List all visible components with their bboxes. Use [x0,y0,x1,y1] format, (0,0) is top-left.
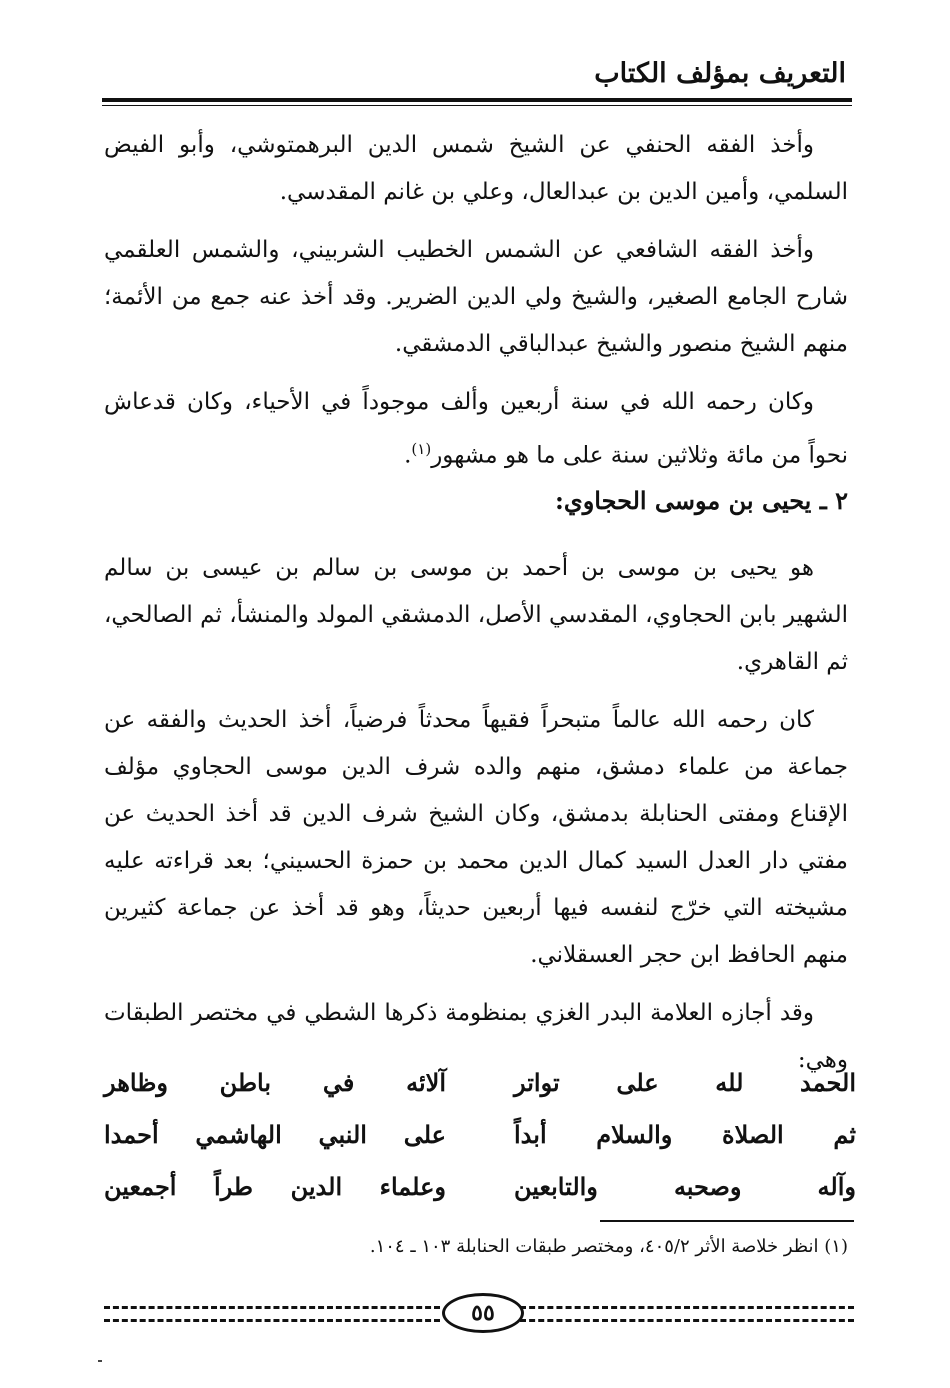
poem-first-hemistich: ثم الصلاة والسلام أبداً [514,1119,856,1149]
paragraph [104,379,848,480]
section-text [104,545,848,1095]
paragraph: هو يحيى بن موسى بن أحمد بن موسى بن سالم بن عيسى بن سالم الشهير بابن الحجاوي، المقدسي الأصل، الدمشقي المولد والمنشأ، ثم الصالحي، ثم القاهري. [104,555,848,675]
paragraph-end: . [404,442,412,469]
poem-first-hemistich: الحمد لله على تواتر [514,1067,856,1097]
header-rule-thick [102,98,852,102]
running-header-title: التعريف بمؤلف الكتاب [594,58,846,89]
paragraph: وأخذ الفقه الحنفي عن الشيخ شمس الدين البرهمتوشي، وأبو الفيض السلمي، وأمين الدين بن عبدالعال، وعلي بن غانم المقدسي. [104,132,848,205]
poem-second-hemistich: آلائه في باطن وظاهر [104,1067,446,1097]
paragraph-text: وكان رحمه الله في سنة أربعين وألف موجوداً في الأحياء، وكان قدعاش نحواً من مائة وثلاثين سنة على ما هو مشهور [104,389,848,469]
paragraph: كان رحمه الله عالماً متبحراً فقيهاً محدثاً فرضياً، أخذ الحديث والفقه عن جماعة من علماء دمشق، منهم والده شرف الدين موسى الحجاوي مؤلف الإقناع ومفتى الحنابلة بدمشق، وكان الشيخ شرف الدين قد أخذ الحديث عن مفتي دار العدل السيد كمال الدين محمد بن حمزة الحسيني؛ بعد قراءته عليه مشيخته التي خرّج لنفسه فيها أربعين حديثاً، وهو قد أخذ عن جماعة كثيرين منهم الحافظ ابن حجر العسقلاني. [104,707,848,968]
poem [104,1056,856,1212]
footer-ornament-right [520,1306,854,1322]
poem-verse [104,1108,856,1160]
poem-verse [104,1160,856,1212]
section-heading: ٢ ـ يحيى بن موسى الحجاوي: [555,486,848,515]
poem-first-hemistich: وآله وصحبه والتابعين [514,1171,856,1201]
scan-speck [98,1360,102,1362]
footnote-reference: (١) [411,440,432,458]
paragraph: وقد أجازه العلامة البدر الغزي بمنظومة ذكرها الشطي في مختصر الطبقات وهي: [104,1000,848,1073]
poem-second-hemistich: على النبي الهاشمي أحمدا [104,1119,446,1149]
poem-second-hemistich: وعلماء الدين طراً أجمعين [104,1171,446,1201]
poem-verse [104,1056,856,1108]
header-rule-thin [102,105,852,106]
footnote-separator [600,1220,854,1222]
footnote: (١) انظر خلاصة الأثر ٤٠٥/٢، ومختصر طبقات الحنابلة ١٠٣ ـ ١٠٤. [369,1236,848,1257]
paragraph: وأخذ الفقه الشافعي عن الشمس الخطيب الشربيني، والشمس العلقمي شارح الجامع الصغير، والشيخ ولي الدين الضرير. وقد أخذ عنه جمع من الأئمة؛ منهم الشيخ منصور والشيخ عبدالباقي الدمشقي. [104,237,848,357]
intro-text [104,122,848,480]
footer-ornament-left [104,1306,440,1322]
page-number: ٥٥ [442,1293,524,1333]
